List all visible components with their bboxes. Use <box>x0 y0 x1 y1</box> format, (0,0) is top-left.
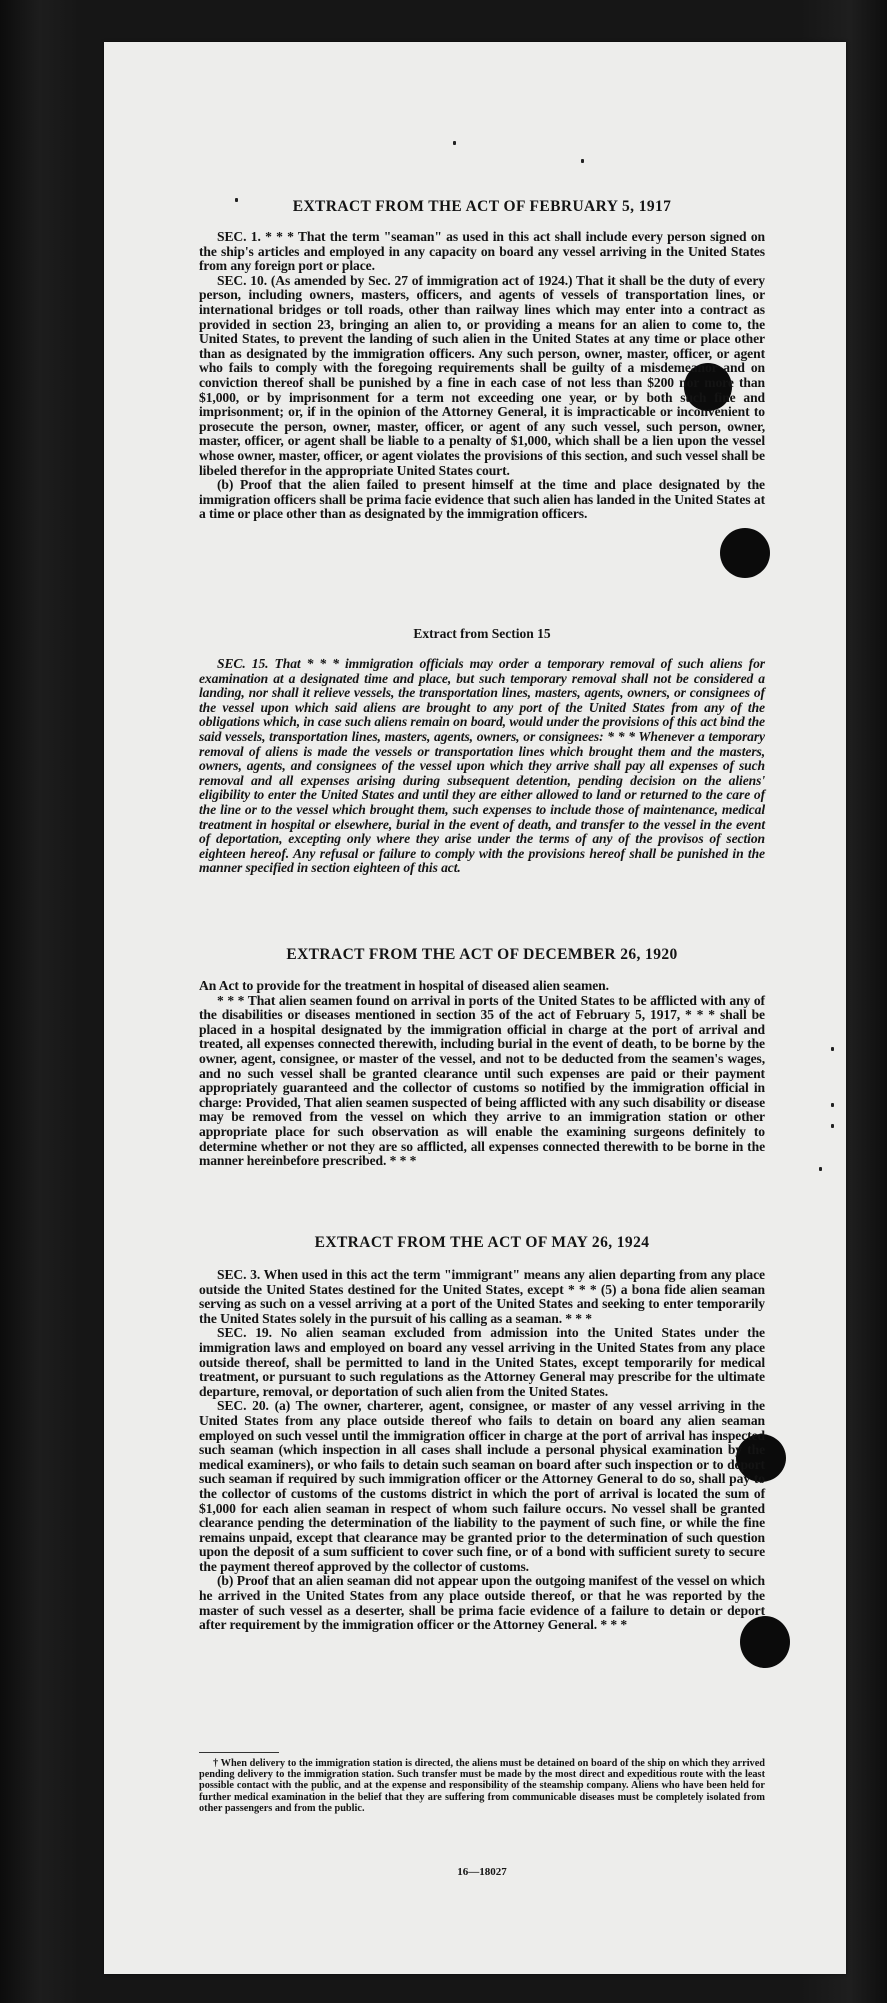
section-act-1917 <box>199 230 765 522</box>
heading-act-1917: EXTRACT FROM THE ACT OF FEBRUARY 5, 1917 <box>292 198 672 215</box>
footnote: † When delivery to the immigration station is directed, the aliens must be detained on board of the ship on which they arrived pending delivery to the immigration station. Such transfer must be made by the most direct and expeditious route with the least possible contact with the public, and at the expense and responsibility of the steamship company. Aliens who have been held for further medical examination in the belief that they are suffering from communicable diseases must be completely isolated from other passengers and from the public. <box>199 1758 765 1814</box>
speck-mark <box>831 1047 834 1051</box>
speck-mark <box>819 1167 822 1171</box>
speck-mark <box>831 1124 834 1128</box>
paragraph-diseased-seamen: * * * That alien seamen found on arrival in ports of the United States to be afflicted with any of the disabilities or diseases mentioned in section 35 of the act of February 5, 1917, * * * shall be placed in a hospital designated by the immigration official in charge at the port of arrival and treated, all expenses connected therewith, including burial in the event of death, to be borne by the owner, agent, consignee, or master of the vessel, and not to be deducted from the seamen's wages, and no such vessel shall be granted clearance until such expenses are paid or their payment appropriately guaranteed and the collector of customs so notified by the immigration official in charge: Provided, That alien seamen suspected of being afflicted with any such disability or disease may be removed from the vessel on which they arrive to an immigration station or other appropriate place for such observation as will enable the examining surgeons definitely to determine whether or not they are so afflicted, all expenses connected therewith to be borne in the manner hereinbefore prescribed. * * * <box>199 992 765 1169</box>
paragraph-sec-20-a: SEC. 20. (a) The owner, charterer, agent, consignee, or master of any vessel arriving in the United States from any place outside thereof who fails to detain on board any alien seaman employed on such vessel until the immigration officer in charge at the port of arrival has inspected such seaman (which inspection in all cases shall include a personal physical examination by the medical examiners), or who fails to detain such seaman on board after such inspection or to deport such seaman if required by such immigration officer or the Attorney General to do so, shall pay to the collector of customs of the customs district in which the port of arrival is located the sum of $1,000 for each alien seaman in respect of whom such failure occurs. No vessel shall be granted clearance pending the determination of the liability to the payment of such fine, or while the fine remains unpaid, except that clearance may be granted prior to the determination of such question upon the deposit of a sum sufficient to cover such fine, or of a bond with sufficient surety to secure the payment thereof approved by the collector of customs. <box>199 1398 765 1574</box>
section-act-1924 <box>199 1268 765 1633</box>
speck-mark <box>581 159 584 163</box>
paragraph-act-title-1920: An Act to provide for the treatment in hospital of diseased alien seamen. <box>199 978 609 993</box>
paragraph-sec-10: SEC. 10. (As amended by Sec. 27 of immigration act of 1924.) That it shall be the duty of every person, including owners, masters, officers, and agents of vessels of transportation lines, or international bridges or toll roads, other than railway lines which may enter into a contract as provided in section 23, bringing an alien to, or providing a means for an alien to come to, the United States, to prevent the landing of such alien in the United States at any time or place other than as designated by the immigration officers. Any such person, owner, master, officer, or agent who fails to comply with the foregoing requirements shall be guilty of a misdemeanor and on conviction thereof shall be punished by a fine in each case of not less than $200 nor more than $1,000, or by imprisonment for a term not exceeding one year, or by both such fine and imprisonment; or, if in the opinion of the Attorney General, it is impracticable or inconvenient to prosecute the person, owner, master, officer, or agent of any such vessel, such person, owner, master, officer, or agent shall be liable to a penalty of $1,000, which shall be a lien upon the vessel whose owner, master, officer, or agent violates the provisions of this section, and such vessel shall be libeled therefor in the appropriate United States court. <box>199 272 765 478</box>
footnote-rule <box>199 1752 279 1753</box>
speck-mark <box>453 141 456 145</box>
speck-mark <box>831 1103 834 1107</box>
subheading-section-15: Extract from Section 15 <box>413 626 551 641</box>
heading-act-1920: EXTRACT FROM THE ACT OF DECEMBER 26, 1920 <box>286 946 678 963</box>
ink-blot <box>720 528 770 578</box>
paragraph-sec-10-b: (b) Proof that the alien failed to present himself at the time and place designated by the immigration officers shall be prima facie evidence that such alien has landed in the United States at a time or place other than as designated by the immigration officers. <box>199 477 765 522</box>
paragraph-sec-15: SEC. 15. That * * * immigration officials may order a temporary removal of such aliens for examination at a designated time and place, but such temporary removal shall not be considered a landing, nor shall it relieve vessels, the transportation lines, masters, agents, owners, or consignees of the vessel upon which said aliens are brought to any port of the United States from any of the obligations which, in case such aliens remain on board, would under the provisions of this act bind the said vessels, transportation lines, masters, agents, owners, or consignees: * * * Whenever a temporary removal of aliens is made the vessels or transportation lines which brought them and the masters, owners, agents, and consignees of the vessel upon which they arrive shall pay all expenses of such removal and all expenses arising during subsequent detention, pending decision on the aliens' eligibility to enter the United States and until they are either allowed to land or returned to the care of the line or to the vessel which brought them, such expenses to include those of maintenance, medical treatment in hospital or elsewhere, burial in the event of death, and transfer to the vessel in the event of deportation, excepting only where they arise under the terms of any of the provisos of section eighteen hereof. Any refusal or failure to comply with the provisions hereof shall be punished in the manner specified in section eighteen of this act. <box>199 656 765 876</box>
paragraph-sec-1: SEC. 1. * * * That the term "seaman" as used in this act shall include every person signed on the ship's articles and employed in any capacity on board any vessel arriving in the United States from any foreign port or place. <box>199 229 765 274</box>
page-number: 16—18027 <box>457 1866 507 1878</box>
document-page <box>104 42 846 1974</box>
heading-act-1924: EXTRACT FROM THE ACT OF MAY 26, 1924 <box>314 1234 650 1251</box>
paragraph-sec-20-b: (b) Proof that an alien seaman did not appear upon the outgoing manifest of the vessel on which he arrived in the United States from any place outside thereof, or that he was reported by the master of such vessel as a deserter, shall be prima facie evidence of a failure to detain or deport after requirement by the immigration officer or the Attorney General. * * * <box>199 1573 765 1633</box>
paragraph-sec-3: SEC. 3. When used in this act the term "immigrant" means any alien departing from any place outside the United States destined for the United States, except * * * (5) a bona fide alien seaman serving as such on a vessel arriving at a port of the United States and seeking to enter temporarily the United States solely in the pursuit of his calling as a seaman. * * * <box>199 1267 765 1326</box>
paragraph-sec-19: SEC. 19. No alien seaman excluded from admission into the United States under the immigration laws and employed on board any vessel arriving in the United States from any place outside thereof, shall be permitted to land in the United States, except temporarily for medical treatment, or pursuant to such regulations as the Attorney General may prescribe for the ultimate departure, removal, or deportation of such alien from the United States. <box>199 1325 765 1399</box>
section-act-1920 <box>199 979 765 1169</box>
